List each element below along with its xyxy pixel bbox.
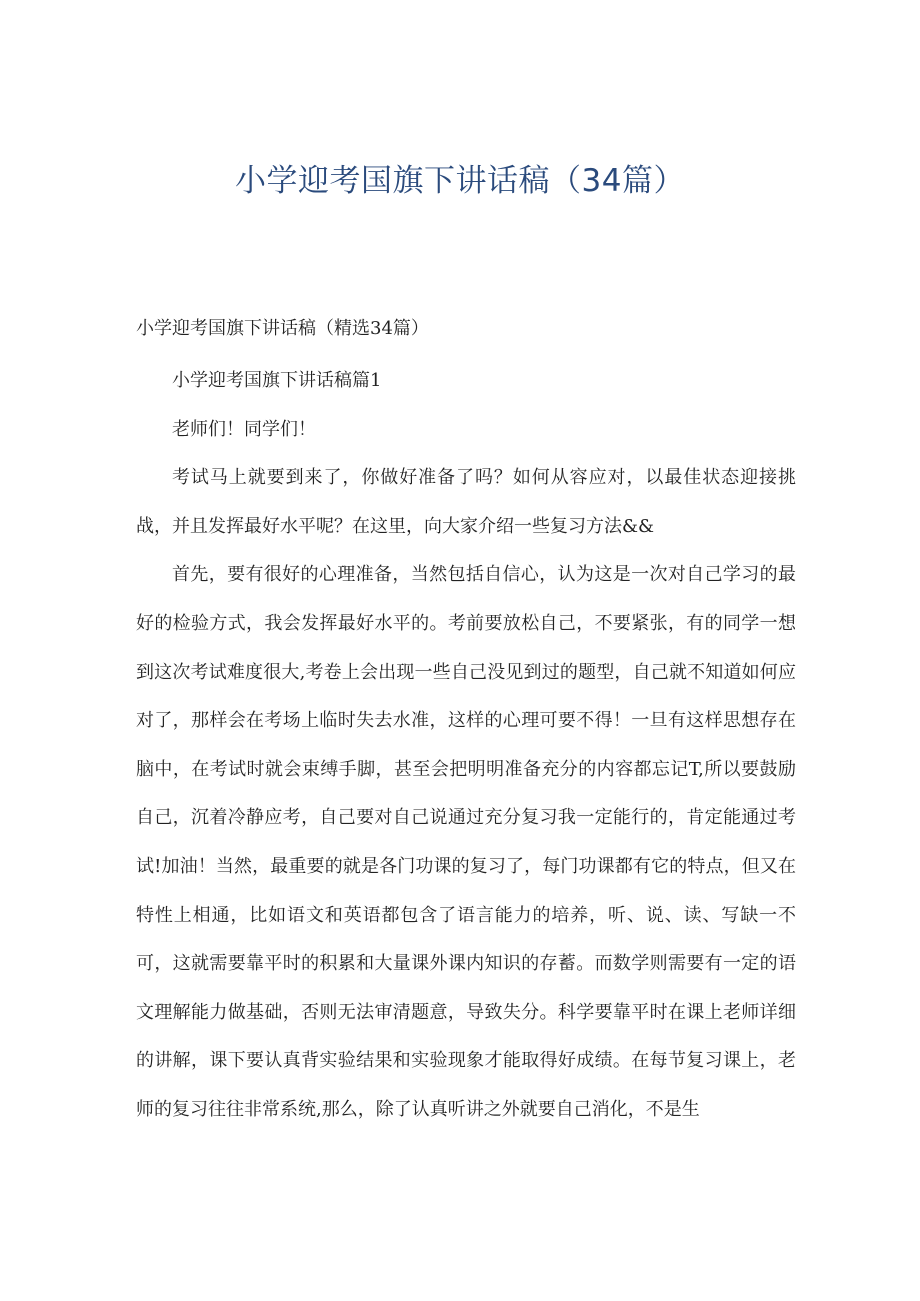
document-title: 小学迎考国旗下讲话稿（34篇）: [235, 163, 685, 199]
greeting-paragraph: 老师们！同学们！: [172, 418, 316, 440]
document-subtitle: 小学迎考国旗下讲话稿（精选34篇）: [136, 318, 429, 339]
document-body: [136, 357, 796, 1135]
section-heading: 小学迎考国旗下讲话稿篇1: [172, 370, 382, 391]
body-paragraph: 考试马上就要到来了，你做好准备了吗？如何从容应对，以最佳状态迎接挑战，并且发挥最好水平呢？在这里，向大家介绍一些复习方法&&: [136, 467, 796, 537]
body-paragraph: 首先，要有很好的心理准备，当然包括自信心，认为这是一次对自己学习的最好的检验方式，我会发挥最好水平的。考前要放松自己，不要紧张，有的同学一想到这次考试难度很大,考卷上会出现一些自己没见到过的题型，自己就不知道如何应对了，那样会在考场上临时失去水准，这样的心理可要不得！一旦有这样思想存在脑中，在考试时就会束缚手脚，甚至会把明明准备充分的内容都忘记T,所以要鼓励自己，沉着冷静应考，自己要对自己说通过充分复习我一定能行的，肯定能通过考试!加油！当然，最重要的就是各门功课的复习了，每门功课都有它的特点，但又在特性上相通，比如语文和英语都包含了语言能力的培养，听、说、读、写缺一不可，这就需要靠平时的积累和大量课外课内知识的存蓄。而数学则需要有一定的语文理解能力做基础，否则无法审清题意，导致失分。科学要靠平时在课上老师详细的讲解，课下要认真背实验结果和实验现象才能取得好成绩。在每节复习课上，老师的复习往往非常系统,那么，除了认真听讲之外就要自己消化，不是生: [136, 564, 796, 1120]
